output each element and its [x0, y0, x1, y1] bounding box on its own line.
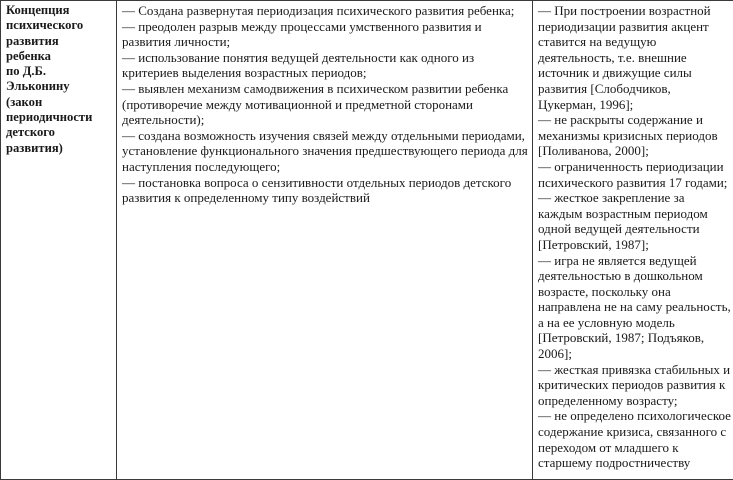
concept-line: периодичности	[6, 110, 93, 125]
advantages-cell	[117, 1, 533, 480]
criticism-item: — жесткая привязка стабильных и критических периодов развития к определенному возрасту;	[538, 361, 731, 408]
concept-title	[6, 3, 112, 156]
concept-line: ребенка	[6, 48, 51, 63]
advantage-item: — выявлен механизм самодвижения в психическом развитии ребенка (противоречие между мотивационной и предметной сторонами деятельности);	[122, 80, 509, 128]
advantage-item: — использование понятия ведущей деятельности как одного из критериев выделения возрастных периодов;	[122, 49, 475, 81]
concept-line: (закон	[6, 94, 43, 109]
advantage-item: — постановка вопроса о сензитивности отдельных периодов детского развития к определенному типу воздействий	[122, 174, 512, 206]
criticism-item: — игра не является ведущей деятельностью в дошкольном возрасте, поскольку она направлена не на саму реальность, а на ее условную модель [Петровский, 1987; Подъяков, 2006];	[538, 252, 731, 362]
concept-line: детского	[6, 125, 55, 140]
concept-line: развития)	[6, 140, 63, 155]
criticism-item: — не раскрыты содержание и механизмы кризисных периодов [Поливанова, 2000];	[538, 112, 718, 159]
concept-line: развития	[6, 33, 59, 48]
criticism-cell	[533, 1, 733, 480]
criticism-item: — ограниченность периодизации психического развития 17 годами;	[538, 158, 728, 190]
table-row	[1, 1, 733, 480]
concept-line: по Д.Б. Эльконину	[6, 64, 70, 94]
criticism-item: — При построении возрастной периодизации развития акцент ставится на ведущую деятельность, т.е. внешние источник и движущие силы развития [Слободчиков, Цукерман, 1996];	[538, 3, 711, 112]
concept-line: Концепция	[6, 3, 70, 17]
advantage-item: — создана возможность изучения связей между отдельными периодами, установление функционального значения предшествующего периода для наступления последующего;	[122, 127, 528, 174]
concept-line: психического	[6, 18, 84, 33]
criticism-item: — жесткое закрепление за каждым возрастным периодом одной ведущей деятельности [Петровский, 1987];	[538, 190, 708, 252]
advantage-item: — преодолен разрыв между процессами умственного развития и развития личности;	[122, 18, 482, 50]
concept-cell	[1, 1, 117, 480]
criticism-item: — не определено психологическое содержание кризиса, связанного с переходом от младшего к старшему подростничеству	[538, 408, 731, 471]
advantage-item: — Создана развернутая периодизация психического развития ребенка;	[122, 3, 515, 18]
